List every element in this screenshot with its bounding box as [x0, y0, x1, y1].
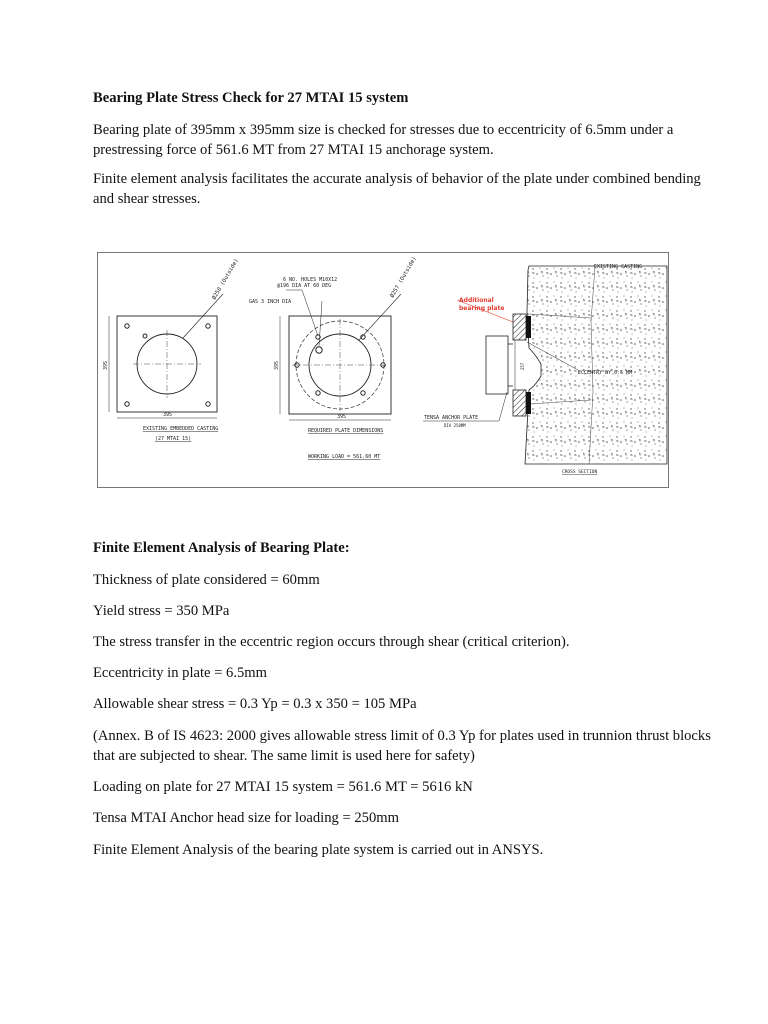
mid-width-label: 395 [337, 414, 347, 420]
stress-transfer-line: The stress transfer in the eccentric region occurs through shear (critical criterion). [93, 634, 570, 650]
additional-plate-label-1: Additional [459, 297, 494, 304]
holes-label-1: 6 NO. HOLES M10X12 [283, 277, 338, 283]
anchor-head-line: Tensa MTAI Anchor head size for loading = 250mm [93, 810, 399, 826]
intro-paragraph: Bearing plate of 395mm x 395mm size is checked for stresses due to eccentricity of 6.5mm under a prestressing force of 561.6 MT from 27 MTAI 15 anchorage system. [93, 122, 674, 158]
loading-line: Loading on plate for 27 MTAI 15 system = 561.6 MT = 5616 kN [93, 779, 473, 795]
thickness-line: Thickness of plate considered = 60mm [93, 572, 320, 588]
anchor-plate-label: TENSA ANCHOR PLATE [424, 415, 479, 421]
section-dim-label: 257 [520, 362, 525, 370]
fea-intro-paragraph: Finite element analysis facilitates the accurate analysis of behavior of the plate under combined bending and shear stresses. [93, 171, 701, 207]
holes-label-2: @196 DIA AT 60 DEG [277, 283, 332, 289]
mid-dia-label: Ø257 (Outside) [389, 255, 418, 299]
bearing-plate-drawing [97, 252, 669, 488]
annex-note: (Annex. B of IS 4623: 2000 gives allowable stress limit of 0.3 Yp for plates used in trunnion thrust blocks that are subjected to shear. The same limit is used here for safety) [93, 728, 711, 764]
mid-height-label: 395 [274, 360, 280, 370]
left-dia-label: Ø250 (Outside) [211, 257, 240, 301]
eccentricity-label: ECCENTRY BY 6.5 MM [578, 370, 633, 376]
anchor-dia-label: DIA 250MM [444, 423, 466, 428]
ansys-line: Finite Element Analysis of the bearing plate system is carried out in ANSYS. [93, 842, 544, 858]
document-heading: Bearing Plate Stress Check for 27 MTAI 15 system [93, 90, 409, 106]
gas-label: GAS 3 INCH DIA [249, 299, 292, 305]
left-caption: EXISTING EMBEDDED CASTING [143, 426, 219, 432]
left-subcaption: (27 MTAI 15) [155, 436, 192, 442]
left-width-label: 395 [163, 412, 173, 418]
allowable-shear-line: Allowable shear stress = 0.3 Yp = 0.3 x 350 = 105 MPa [93, 696, 417, 712]
mid-caption: REQUIRED PLATE DIMENSIONS [308, 428, 384, 434]
cross-section-caption: CROSS SECTION [562, 470, 598, 475]
additional-plate-label-2: bearing plate [459, 305, 505, 312]
eccentricity-line: Eccentricity in plate = 6.5mm [93, 665, 267, 681]
left-height-label: 395 [103, 360, 109, 370]
working-load-label: WORKING LOAD = 561.60 MT [308, 454, 381, 460]
existing-casting-label: EXISTING CASTING [594, 264, 643, 270]
yield-stress-line: Yield stress = 350 MPa [93, 603, 230, 619]
section-heading: Finite Element Analysis of Bearing Plate: [93, 540, 350, 556]
